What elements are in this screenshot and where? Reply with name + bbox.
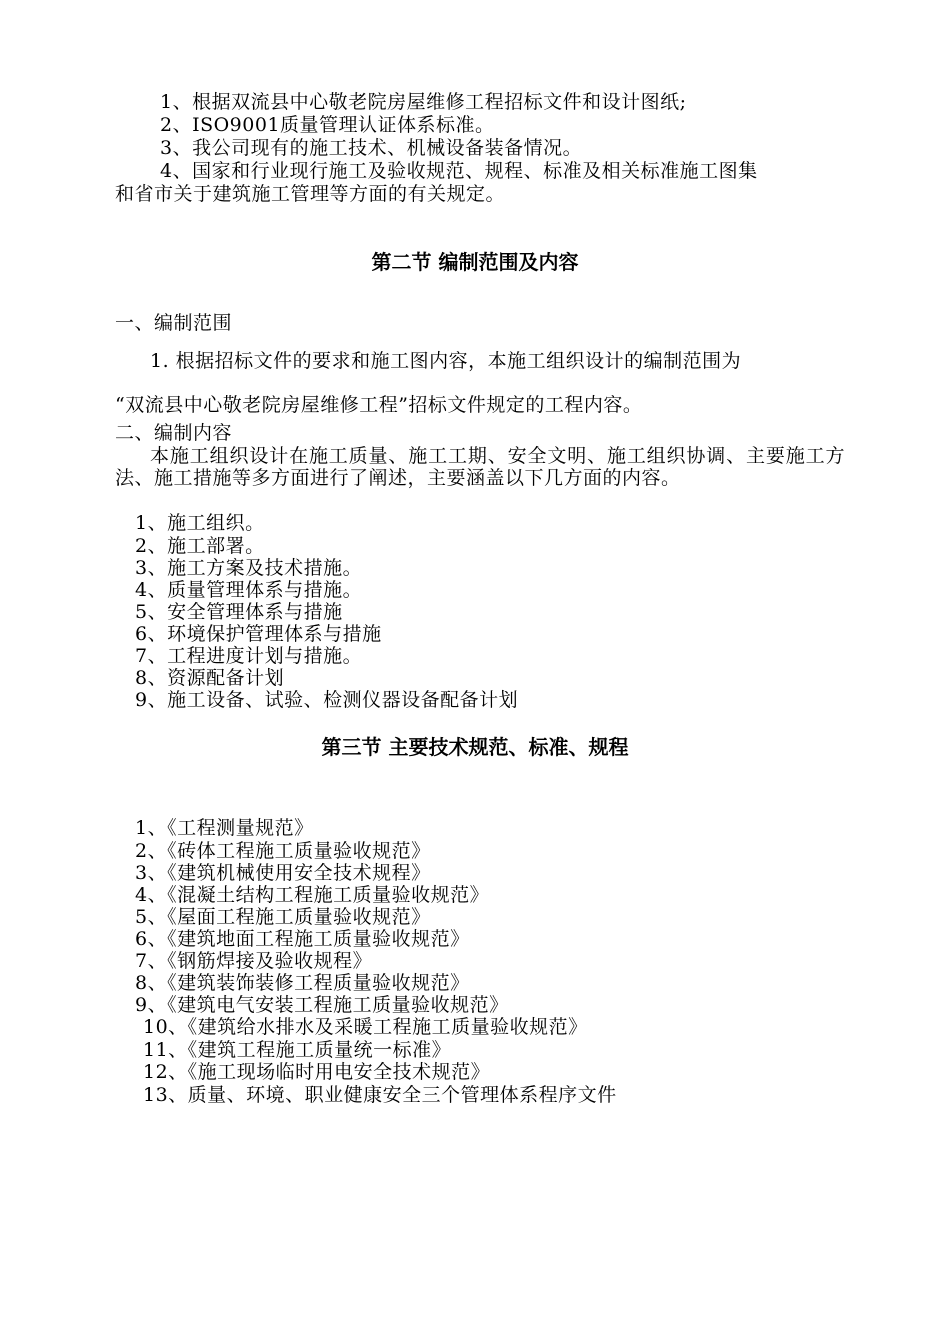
basis-item-1: 1、根据双流县中心敬老院房屋维修工程招标文件和设计图纸;	[160, 91, 687, 113]
basis-item-4-continued: 和省市关于建筑施工管理等方面的有关规定。	[115, 183, 506, 205]
content-item-6: 6、环境保护管理体系与措施	[135, 623, 382, 645]
standard-item-3: 3、《建筑机械使用安全技术规程》	[135, 862, 431, 884]
standard-item-11: 11、《建筑工程施工质量统一标准》	[143, 1039, 452, 1061]
section-3-title: 第三节 主要技术规范、标准、规程	[321, 735, 629, 759]
standard-item-2: 2、《砖体工程施工质量验收规范》	[135, 840, 431, 862]
section-2-title: 第二节 编制范围及内容	[371, 250, 579, 274]
content-item-8: 8、资源配备计划	[135, 667, 285, 689]
basis-item-2: 2、ISO9001质量管理认证体系标准。	[160, 114, 495, 136]
content-item-1: 1、施工组织。	[135, 512, 265, 534]
content-item-7: 7、工程进度计划与措施。	[135, 645, 363, 667]
content-item-5: 5、安全管理体系与措施	[135, 601, 343, 623]
standard-item-7: 7、《钢筋焊接及验收规程》	[135, 950, 373, 972]
scope-text-line-1: 1. 根据招标文件的要求和施工图内容，本施工组织设计的编制范围为	[150, 350, 742, 372]
standard-item-9: 9、《建筑电气安装工程施工质量验收规范》	[135, 994, 509, 1016]
content-heading: 二、编制内容	[115, 422, 233, 444]
standard-item-4: 4、《混凝土结构工程施工质量验收规范》	[135, 884, 490, 906]
content-item-4: 4、质量管理体系与措施。	[135, 579, 363, 601]
standard-item-6: 6、《建筑地面工程施工质量验收规范》	[135, 928, 470, 950]
basis-item-4: 4、国家和行业现行施工及验收规范、规程、标准及相关标准施工图集	[160, 160, 758, 182]
content-item-3: 3、施工方案及技术措施。	[135, 557, 363, 579]
content-item-2: 2、施工部署。	[135, 535, 265, 557]
standard-item-8: 8、《建筑装饰装修工程质量验收规范》	[135, 972, 470, 994]
scope-heading: 一、编制范围	[115, 312, 233, 334]
content-intro-paragraph: 本施工组织设计在施工质量、施工工期、安全文明、施工组织协调、主要施工方法、施工措施等多方面进行了阐述，主要涵盖以下几方面的内容。	[115, 445, 845, 489]
standard-item-12: 12、《施工现场临时用电安全技术规范》	[143, 1061, 491, 1083]
basis-item-3: 3、我公司现有的施工技术、机械设备装备情况。	[160, 137, 583, 159]
scope-text-line-2: “双流县中心敬老院房屋维修工程”招标文件规定的工程内容。	[115, 394, 643, 416]
standard-item-10: 10、《建筑给水排水及采暖工程施工质量验收规范》	[143, 1016, 588, 1038]
standard-item-13: 13、质量、环境、职业健康安全三个管理体系程序文件	[143, 1084, 617, 1106]
content-item-9: 9、施工设备、试验、检测仪器设备配备计划	[135, 689, 519, 711]
standard-item-5: 5、《屋面工程施工质量验收规范》	[135, 906, 431, 928]
standard-item-1: 1、《工程测量规范》	[135, 817, 314, 839]
